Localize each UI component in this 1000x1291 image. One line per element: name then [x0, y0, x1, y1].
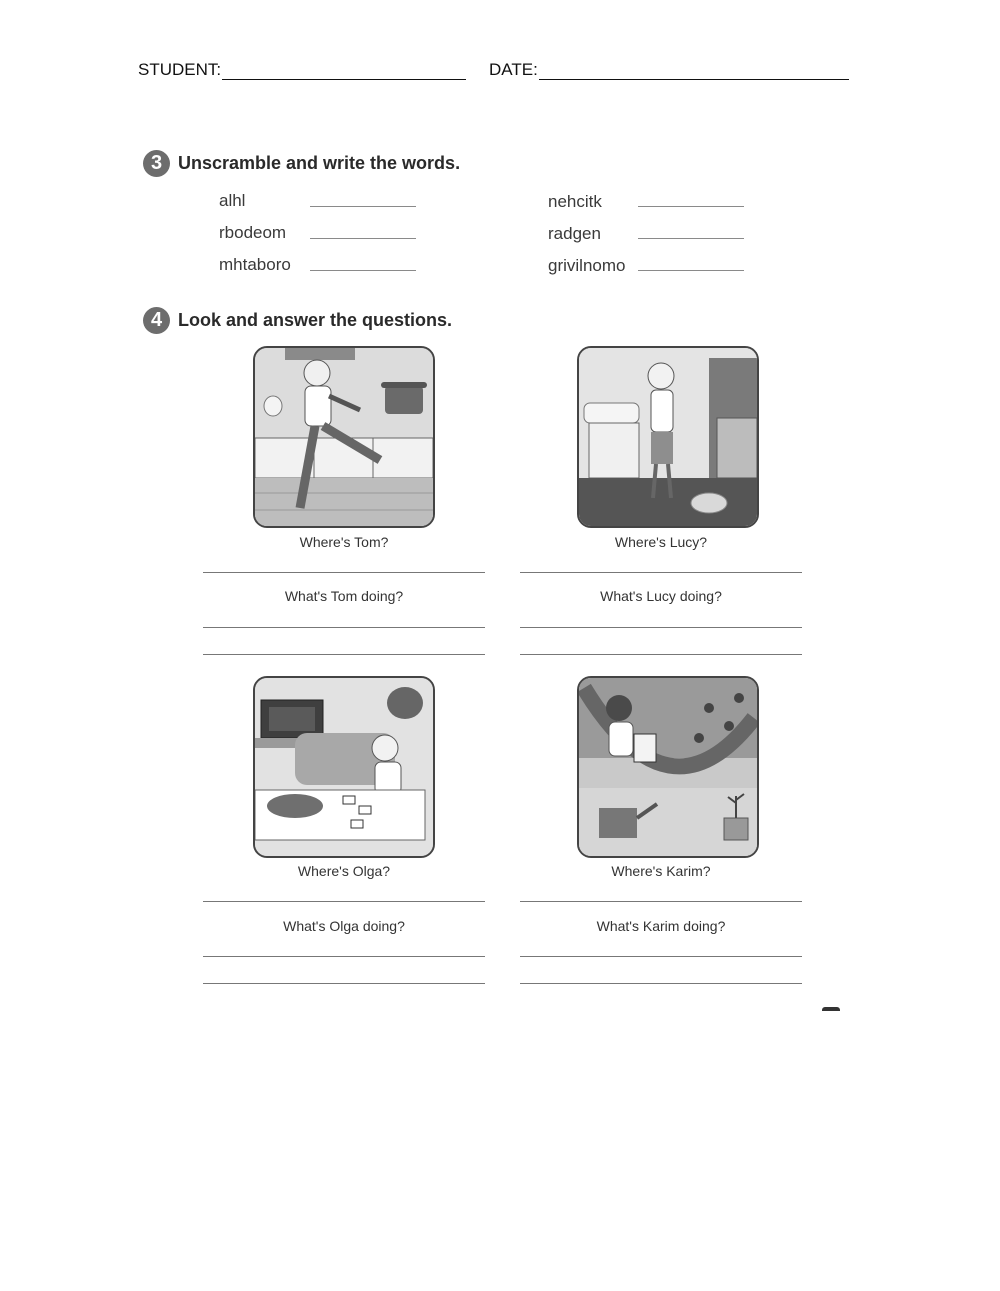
- question-where: Where's Olga?: [297, 863, 391, 879]
- exercise-3-heading: [143, 150, 460, 177]
- answer-line[interactable]: [520, 956, 802, 957]
- answer-line[interactable]: [203, 901, 485, 902]
- question-doing: What's Tom doing?: [284, 588, 404, 604]
- answer-line[interactable]: [638, 238, 744, 239]
- answer-line[interactable]: [520, 983, 802, 984]
- answer-line[interactable]: [638, 206, 744, 207]
- scrambled-word: rbodeom: [219, 223, 287, 242]
- question-where: Where's Lucy?: [614, 534, 708, 550]
- answer-line[interactable]: [520, 572, 802, 573]
- exercise-4-heading: [143, 307, 452, 334]
- student-blank[interactable]: [222, 62, 466, 80]
- bathroom-picture: [577, 346, 759, 528]
- page-corner-mark: [822, 1007, 840, 1011]
- answer-line[interactable]: [203, 654, 485, 655]
- answer-line[interactable]: [638, 270, 744, 271]
- living-room-picture: [253, 676, 435, 858]
- date-field[interactable]: [489, 60, 849, 80]
- answer-line[interactable]: [310, 238, 416, 239]
- question-where: Where's Tom?: [299, 534, 389, 550]
- answer-line[interactable]: [203, 956, 485, 957]
- question-doing: What's Karim doing?: [596, 918, 726, 934]
- question-doing: What's Lucy doing?: [600, 588, 722, 604]
- scrambled-word: alhl: [219, 191, 246, 210]
- answer-line[interactable]: [520, 901, 802, 902]
- student-label: STUDENT:: [138, 60, 222, 79]
- question-doing: What's Olga doing?: [283, 918, 405, 934]
- question-where: Where's Karim?: [611, 863, 711, 879]
- answer-line[interactable]: [310, 206, 416, 207]
- date-label: DATE:: [489, 60, 538, 79]
- exercise-number-badge: 3: [143, 150, 170, 177]
- scrambled-word: grivilnomo: [548, 256, 626, 275]
- kitchen-picture: [253, 346, 435, 528]
- scrambled-word: radgen: [548, 224, 601, 243]
- answer-line[interactable]: [310, 270, 416, 271]
- answer-line[interactable]: [203, 627, 485, 628]
- answer-line[interactable]: [203, 572, 485, 573]
- date-blank[interactable]: [539, 62, 849, 80]
- exercise-number-badge: 4: [143, 307, 170, 334]
- answer-line[interactable]: [203, 983, 485, 984]
- garden-picture: [577, 676, 759, 858]
- student-field[interactable]: [138, 60, 466, 80]
- scrambled-word: mhtaboro: [219, 255, 291, 274]
- exercise-title: Unscramble and write the words.: [178, 153, 461, 173]
- exercise-title: Look and answer the questions.: [178, 310, 453, 330]
- scrambled-word: nehcitk: [548, 192, 602, 211]
- answer-line[interactable]: [520, 627, 802, 628]
- answer-line[interactable]: [520, 654, 802, 655]
